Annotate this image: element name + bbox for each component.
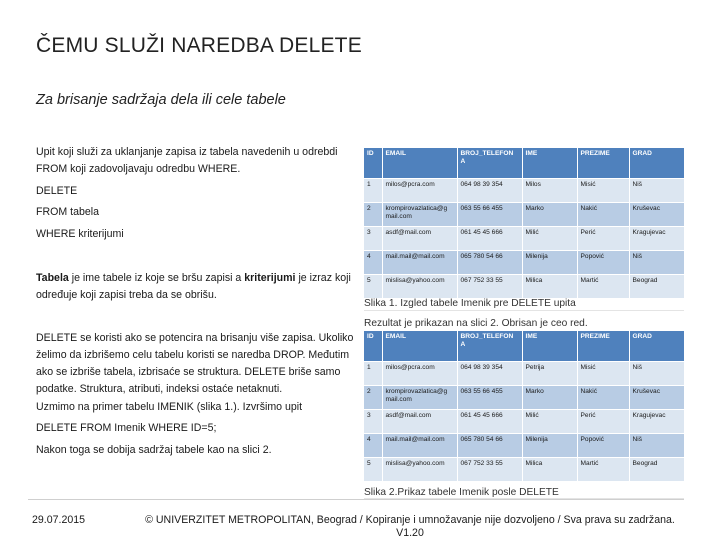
table-row — [364, 179, 684, 203]
table-cell: 067 752 33 55 — [457, 275, 522, 299]
delete-vs-drop-paragraph: DELETE se koristi ako se potencira na brisanju više zapisa. Ukoliko želimo da izbrišemo celu tabelu koristi se naredba DROP. Međutim ako se izbriše tabela, izbrisaće se struktura. DELETE briše samo podatke. Struktura, atributi, indeksi ostaće netaknuti. — [36, 332, 354, 395]
table-row — [364, 251, 684, 275]
column-header: ID — [364, 148, 382, 179]
table-cell: 2 — [364, 203, 382, 227]
table-cell: Misić — [577, 362, 629, 386]
table-cell: Niš — [629, 362, 684, 386]
table-row — [364, 227, 684, 251]
table-cell: 061 45 45 666 — [457, 227, 522, 251]
table-cell: 4 — [364, 434, 382, 458]
column-header: PREZIME — [577, 148, 629, 179]
table-row — [364, 386, 684, 410]
table-cell: 061 45 45 666 — [457, 410, 522, 434]
table-header-row — [364, 148, 684, 179]
column-header: EMAIL — [382, 331, 457, 362]
table-cell: Nakić — [577, 203, 629, 227]
code-line-delete: DELETE — [36, 185, 78, 197]
column-header: IME — [522, 148, 577, 179]
table-cell: Marko — [522, 386, 577, 410]
table-cell: Nakić — [577, 386, 629, 410]
slide-subtitle: Za brisanje sadržaja dela ili cele tabele — [36, 92, 286, 108]
table-cell: 1 — [364, 362, 382, 386]
table-cell: milos@pcra.com — [382, 179, 457, 203]
table-row — [364, 434, 684, 458]
keyword-tabela: Tabela — [36, 272, 69, 284]
table-cell: 5 — [364, 275, 382, 299]
footer-divider — [28, 499, 684, 500]
table-cell: Milić — [522, 410, 577, 434]
table-cell: 064 98 39 354 — [457, 179, 522, 203]
table-cell: Milica — [522, 275, 577, 299]
column-header: EMAIL — [382, 148, 457, 179]
code-line-where: WHERE kriterijumi — [36, 228, 124, 240]
table-cell: Kruševac — [629, 386, 684, 410]
table-cell: krompirovazlatica@g mail.com — [382, 203, 457, 227]
table-header-row — [364, 331, 684, 362]
table-cell: 4 — [364, 251, 382, 275]
explanation-text-2: je izraz koji određuje koji zapisi treba da se obrišu. — [36, 272, 351, 301]
code-line-from: FROM tabela — [36, 206, 99, 218]
table-imenik-after — [364, 331, 684, 481]
table-cell: 2 — [364, 386, 382, 410]
table-cell: Perić — [577, 410, 629, 434]
intro-paragraph: Upit koji služi za uklanjanje zapisa iz tabela navedenih u odrebdi FROM koji zadovoljavaju odredbu WHERE. — [36, 146, 338, 175]
keyword-kriterijumi: kriterijumi — [244, 272, 296, 284]
table-cell: 063 55 66 455 — [457, 203, 522, 227]
table-cell: Popović — [577, 434, 629, 458]
column-header: GRAD — [629, 331, 684, 362]
table-cell: 3 — [364, 410, 382, 434]
table-row — [364, 275, 684, 299]
table-cell: Milenija — [522, 251, 577, 275]
table-cell: 064 98 39 354 — [457, 362, 522, 386]
footer-date: 29.07.2015 — [32, 514, 86, 526]
table-cell: 065 780 54 66 — [457, 251, 522, 275]
table-cell: 067 752 33 55 — [457, 458, 522, 482]
code-line-example-query: DELETE FROM Imenik WHERE ID=5; — [36, 422, 217, 434]
result-paragraph: Nakon toga se dobija sadržaj tabele kao na slici 2. — [36, 444, 272, 456]
table-cell: mislisa@yahoo.com — [382, 458, 457, 482]
imenik-table-before — [364, 148, 685, 298]
table-imenik-before — [364, 148, 684, 298]
table-cell: Niš — [629, 179, 684, 203]
table-cell: asdf@mail.com — [382, 227, 457, 251]
syntax-explanation-paragraph — [36, 270, 356, 304]
table-cell: 063 55 66 455 — [457, 386, 522, 410]
table-cell: asdf@mail.com — [382, 410, 457, 434]
table-cell: 3 — [364, 227, 382, 251]
table-cell: Milos — [522, 179, 577, 203]
figure-caption-1: Slika 1. Izgled tabele Imenik pre DELETE upita — [364, 298, 684, 311]
table-row — [364, 458, 684, 482]
slide-title: ČEMU SLUŽI NAREDBA DELETE — [36, 34, 362, 57]
footer-copyright: © UNIVERZITET METROPOLITAN, Beograd / Kopiranje i umnožavanje nije dozvoljeno / Sva prava su zadržana. V1.20 — [145, 514, 675, 539]
column-header: BROJ_TELEFON A — [457, 148, 522, 179]
table-cell: Martić — [577, 458, 629, 482]
table-cell: Beograd — [629, 275, 684, 299]
result-note: Rezultat je prikazan na slici 2. Obrisan je ceo red. — [364, 318, 588, 329]
figure-caption-2: Slika 2.Prikaz tabele Imenik posle DELETE — [364, 487, 684, 499]
table-cell: Kragujevac — [629, 410, 684, 434]
imenik-table-after — [364, 331, 685, 481]
table-cell: Petrija — [522, 362, 577, 386]
explanation-text-1: je ime tabele iz koje se bršu zapisi a — [68, 272, 245, 284]
table-cell: Kruševac — [629, 203, 684, 227]
table-cell: Milica — [522, 458, 577, 482]
table-cell: Martić — [577, 275, 629, 299]
table-cell: Misić — [577, 179, 629, 203]
table-cell: krompirovazlatica@g mail.com — [382, 386, 457, 410]
table-cell: milos@pcra.com — [382, 362, 457, 386]
column-header: IME — [522, 331, 577, 362]
table-cell: Milić — [522, 227, 577, 251]
table-cell: 5 — [364, 458, 382, 482]
table-row — [364, 362, 684, 386]
table-cell: 1 — [364, 179, 382, 203]
table-cell: Milenija — [522, 434, 577, 458]
table-cell: mail.mail@mail.com — [382, 251, 457, 275]
column-header: PREZIME — [577, 331, 629, 362]
example-intro-paragraph: Uzmimo na primer tabelu IMENIK (slika 1.). Izvršimo upit — [36, 401, 303, 413]
column-header: GRAD — [629, 148, 684, 179]
table-cell: mail.mail@mail.com — [382, 434, 457, 458]
table-cell: mislisa@yahoo.com — [382, 275, 457, 299]
column-header: BROJ_TELEFON A — [457, 331, 522, 362]
table-cell: Popović — [577, 251, 629, 275]
table-cell: 065 780 54 66 — [457, 434, 522, 458]
table-row — [364, 203, 684, 227]
column-header: ID — [364, 331, 382, 362]
table-cell: Beograd — [629, 458, 684, 482]
table-cell: Kragujevac — [629, 227, 684, 251]
table-cell: Niš — [629, 251, 684, 275]
table-cell: Niš — [629, 434, 684, 458]
table-cell: Perić — [577, 227, 629, 251]
table-cell: Marko — [522, 203, 577, 227]
table-row — [364, 410, 684, 434]
